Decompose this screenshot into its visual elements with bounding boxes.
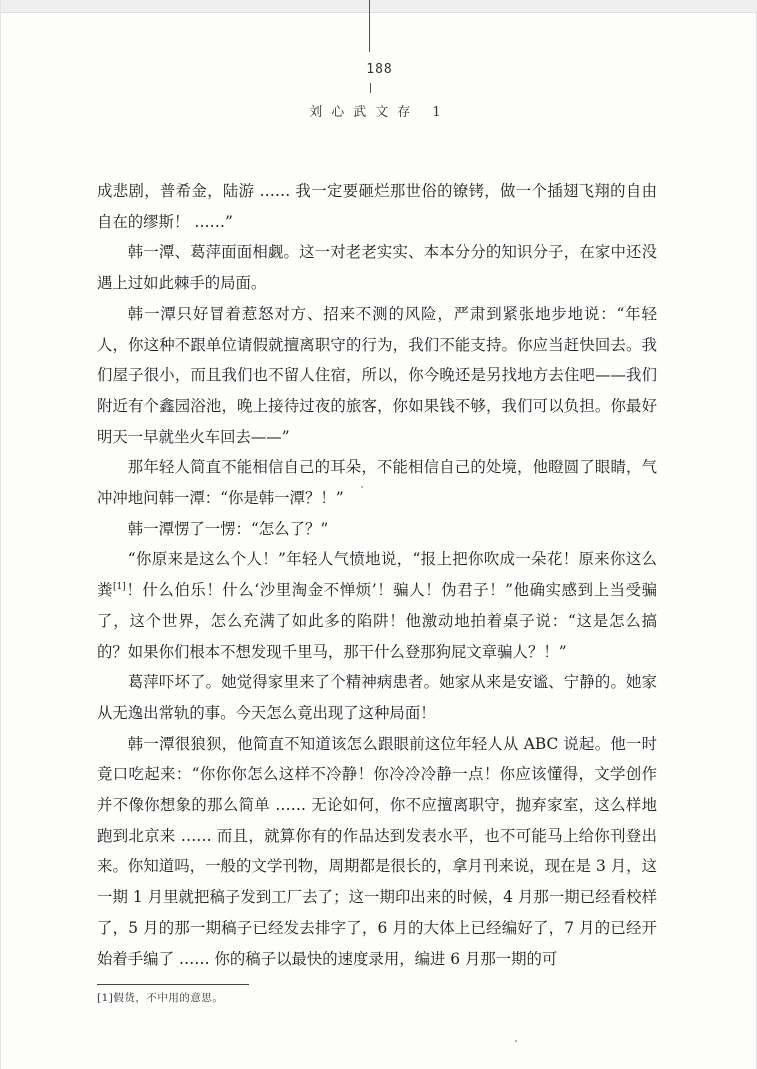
footnote-marker: [1] <box>113 582 126 593</box>
header-divider <box>370 83 371 93</box>
paragraph-text: “你原来是这么个人！”年轻人气愤地说，“报上把你吹成一朵花！原来你这么粪 <box>97 550 657 600</box>
paragraph <box>97 544 657 667</box>
paragraph-text: 韩一潭愣了一愣：“怎么了？” <box>127 519 329 538</box>
paragraph <box>97 729 657 975</box>
scan-speck <box>361 486 363 488</box>
paragraph <box>97 176 657 237</box>
paragraph <box>97 452 657 513</box>
body-text <box>97 176 657 974</box>
paragraph <box>97 514 657 545</box>
paragraph <box>97 667 657 728</box>
paragraph-text: 那年轻人简直不能相信自己的耳朵，不能相信自己的处境，他瞪圆了眼睛，气冲冲地问韩一潭：“你是韩一潭？！” <box>97 458 657 508</box>
paragraph <box>97 299 657 453</box>
paragraph-text: 韩一潭只好冒着惹怒对方、招来不测的风险，严肃到紧张地步地说：“年轻人，你这种不跟单位请假就擅离职守的行为，我们不能支持。你应当赶快回去。我们屋子很小，而且我们也不留人住宿，所以，你今晚还是另找地方去住吧——我们附近有个鑫园浴池，晚上接待过夜的旅客，你如果钱不够，我们可以负担。你最好明天一早就坐火车回去——” <box>97 304 657 446</box>
paragraph-text: 葛萍吓坏了。她觉得家里来了个精神病患者。她家从来是安谧、宁静的。她家从无逸出常轨的事。今天怎么竟出现了这种局面！ <box>97 673 657 722</box>
paragraph-text: 成悲剧，普希金，陆游 …… 我一定要砸烂那世俗的镣铐，做一个插翅飞翔的自由自在的缪斯！ ……” <box>97 182 657 231</box>
scan-speck <box>515 1040 517 1042</box>
paragraph <box>97 237 657 298</box>
page-number: 188 <box>366 62 393 77</box>
footnote: [1]假货，不中用的意思。 <box>97 992 224 1004</box>
paragraph-text: ！什么伯乐！什么‘沙里淘金不惮烦’！骗人！伪君子！”他确实感到上当受骗了，这个世界，怎么充满了如此多的陷阱！他激动地拍着桌子说：“这是怎么搞的？如果你们根本不想发现千里马，那干什么登那狗屁文章骗人？！” <box>97 581 657 661</box>
running-header: 刘心武文存 1 <box>309 105 450 120</box>
footnote-rule <box>97 984 249 985</box>
header-rule <box>369 0 370 52</box>
paragraph-text: 韩一潭、葛萍面面相觑。这一对老老实实、本本分分的知识分子，在家中还没遇上过如此棘手的局面。 <box>97 243 657 293</box>
paragraph-text: 韩一潭很狼狈，他简直不知道该怎么跟眼前这位年轻人从 ABC 说起。他一时竟口吃起来：“你你你怎么这样不冷静！你冷冷冷静一点！你应该懂得，文学创作并不像你想象的那么简单 …… 无论如何，你不应擅离职守，抛弃家室，这么样地跑到北京来 …… 而且，就算你有的作品达到发表水平，也不可能马上给你刊登出来。你知道吗，一般的文学刊物，周期都是很长的，拿月刊来说，现在是 3 月，这一期 1 月里就把稿子发到工厂去了；这一期印出来的时候，4 月那一期已经看校样了，5 月的那一期稿子已经发去排字了，6 月的大体上已经编好了，7 月的已经开始着手编了 …… 你的稿子以最快的速度录用，编进 6 月那一期的可 <box>97 734 657 968</box>
scan-top-edge <box>1 0 757 13</box>
